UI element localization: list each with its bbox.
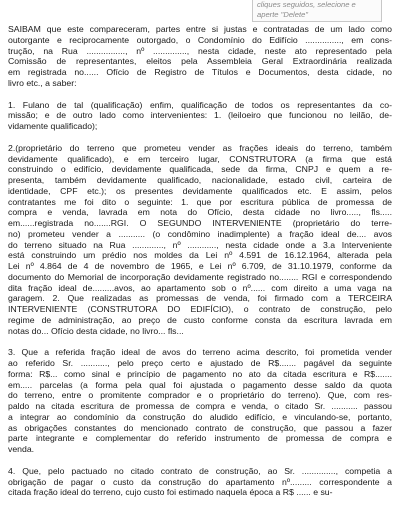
text-line: venda. bbox=[8, 444, 35, 454]
text-line: paldo na citada escritura de promessa de compra e venda, o citado Sr. ........... passou bbox=[8, 401, 392, 411]
text-line: regime de administração, ao preço de custo conforme consta da escritura lavrada em bbox=[8, 314, 392, 325]
text-line: em......registrada no.......RGI. O SEGUNDO INTERVENIENTE (proprietário do terre- bbox=[8, 218, 392, 228]
text-line: parte integrante e complementar do referido instrumento de promessa de compra e bbox=[8, 433, 392, 444]
text-line: 2.(proprietário do terreno que prometeu vender as frações ideais do terreno, também bbox=[8, 142, 392, 153]
text-line: devidamente qualificado), e em terceiro lugar, CONSTRUTORA (a firma que está bbox=[8, 153, 392, 164]
text-line: a integrar ao condomínio da construção do aludido edifício, e vinculando-se, portanto, bbox=[8, 411, 392, 422]
text-line: em registrada no...... Ofício de Registro de Títulos e Documentos, desta cidade, no bbox=[8, 67, 392, 77]
text-line: no) prometeu vender a ........... (o condômino inadimplente) a fração ideal de.... avos bbox=[8, 228, 392, 239]
instruction-note-line-2: aperte "Delete" bbox=[257, 10, 308, 19]
paragraph bbox=[8, 24, 392, 89]
text-line: 3. Que a referida fração ideal de avos do terreno acima descrito, foi prometida vender bbox=[8, 347, 392, 358]
paragraph bbox=[8, 466, 392, 498]
text-line: 4. Que, pelo pactuado no citado contrato de construção, ao Sr. .............., competia a bbox=[8, 465, 392, 476]
text-line: garagem. 2. Que realizadas as promessas de venda, foi firmado com a TERCEIRA bbox=[8, 293, 392, 304]
text-line: notas do... Ofício desta cidade, no livro... fls... bbox=[8, 325, 184, 336]
text-line: as obrigações constantes do mencionado contrato de construção, que passou a fazer bbox=[8, 422, 392, 433]
text-line: vidamente qualificado); bbox=[8, 121, 98, 131]
text-line: obrigação de pagar o custo da construção do apartamento nº......... correspondente a bbox=[8, 476, 392, 487]
text-line: compra e venda, lavrada em nota do Ofício, desta cidade no livro....., fls..... bbox=[8, 207, 392, 218]
text-line: do terreno situado na Rua ............., nº ............, nesta cidade onde a 3.a Interveniente bbox=[8, 239, 392, 250]
text-line: SAIBAM que este compareceram, partes entre si justas e contratadas de um lado como bbox=[8, 24, 392, 34]
text-line: dita fração ideal de.........avos, ao apartamento sob o nº...... com direito a uma vaga na bbox=[8, 282, 392, 293]
text-line: INTERVENIENTE (CONSTRUTORA DO EDIFÍCIO), o contrato de construção, pelo bbox=[8, 304, 392, 314]
text-line: do terreno, entre o promitente comprador e o proprietário do terreno). Que, com res- bbox=[8, 390, 392, 401]
text-line: forma: R$... como sinal e princípio de pagamento no ato da citada escritura e R$....... bbox=[8, 368, 392, 379]
text-line: Comissão de representantes, eleitos pela Assembleia Geral Extraordinária realizada bbox=[8, 56, 392, 67]
text-line: livro etc., a saber: bbox=[8, 77, 77, 88]
text-line: construindo o edifício, devidamente qualificada, sede da firma, CNPJ e quem a re- bbox=[8, 164, 392, 175]
paragraph bbox=[8, 100, 392, 132]
document-body bbox=[8, 24, 392, 509]
text-line: missão; e de outro lado como intervenientes: 1. (leiloeiro que funcionou no leilão, de- bbox=[8, 110, 392, 121]
text-line: contratantes me foi dito o seguinte: 1. que por escritura pública de promessa de bbox=[8, 196, 392, 207]
paragraph bbox=[8, 347, 392, 455]
text-line: ao referido Sr. ..........., pelo preço certo e ajustado de R$....... pagável da seguinte bbox=[8, 358, 392, 368]
instruction-note-line-1: cliques seguidos, selecione e bbox=[257, 0, 356, 9]
text-line: 1. Fulano de tal (qualificação) enfim, qualificação de todos os representantes da co- bbox=[8, 99, 392, 110]
text-line: presenta, também devidamente qualificado, nacionalidade, estado civil, carteira de bbox=[8, 175, 392, 185]
text-line: Lei nº 4.864 de 4 de novembro de 1965, e Lei nº 6.709, de 31.10.1979, conforme da bbox=[8, 261, 392, 271]
text-line: identidade, CPF etc.); os presentes devidamente qualificados etc. E assim, pelos bbox=[8, 185, 392, 196]
text-line: em..... parcelas (a forma pela qual foi ajustada o pagamento desse saldo da quota bbox=[8, 379, 392, 390]
text-line: citada fração ideal do terreno, cujo custo foi estimado naquela época a R$ ...... e su- bbox=[8, 487, 333, 498]
text-line: está construindo um prédio nos moldes da Lei nº 4.591 de 16.12.1964, alterada pela bbox=[8, 250, 392, 261]
text-line: documento do Memorial de incorporação devidamente registrado no........ RGI e correspondendo bbox=[8, 271, 392, 282]
text-line: outorgante e reciprocamente outorgado, o Condomínio do Edifício ..............., em cons- bbox=[8, 34, 392, 45]
instruction-note bbox=[252, 0, 382, 22]
paragraph bbox=[8, 143, 392, 337]
text-line: trução, na Rua ................, nº .............., nesta cidade, neste ato representado pela bbox=[8, 45, 392, 56]
